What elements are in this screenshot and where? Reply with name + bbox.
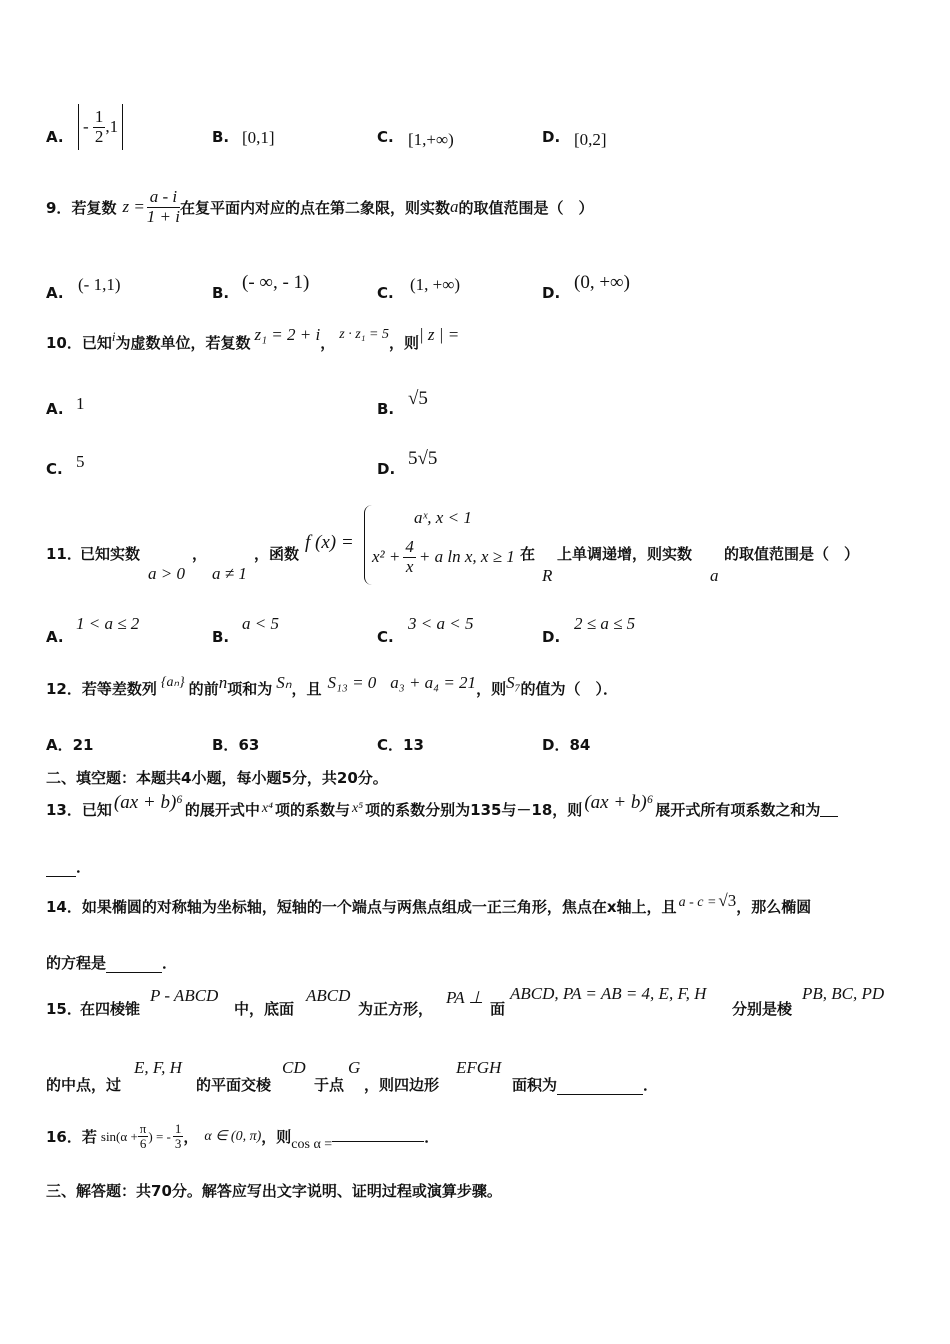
math-product: z · z₁ = 5 xyxy=(339,326,389,342)
q15-text-7: 的平面交棱 xyxy=(196,1076,272,1094)
math-sequence: {aₙ} xyxy=(160,675,185,690)
answer-blank[interactable] xyxy=(557,1080,643,1095)
q9-option-b-value: (- ∞, - 1) xyxy=(242,272,310,293)
q15-pyramid: P - ABCD xyxy=(150,986,219,1005)
q15-text-2: 中，底面 xyxy=(234,1000,295,1018)
answer-blank[interactable] xyxy=(820,802,838,817)
math-var: a xyxy=(450,197,459,217)
q11-option-b-label: B. xyxy=(212,628,230,646)
question-text: 的取值范围是（ ） xyxy=(458,198,594,217)
question-text: 若复数 xyxy=(71,198,117,217)
q8-option-a-label: A. xyxy=(46,128,64,146)
q11-cond2: a ≠ 1 xyxy=(212,564,247,583)
question-number: 16． xyxy=(46,1128,82,1147)
q11-number: 11． xyxy=(46,545,82,563)
section-2-heading: 二、填空题：本题共4小题，每小题5分，共20分。 xyxy=(46,769,388,787)
q11-R: R xyxy=(542,566,553,585)
math-n: n xyxy=(218,672,228,692)
math-a3a4: a₃ + a₄ = 21 xyxy=(390,672,477,692)
q10-option-d-value: 5√5 xyxy=(408,448,438,469)
question-text: ， xyxy=(183,1128,199,1147)
question-13 xyxy=(46,792,838,820)
q11-text-2: ，函数 xyxy=(254,545,300,563)
q11-option-d-value: 2 ≤ a ≤ 5 xyxy=(574,614,636,633)
section-3-heading: 三、解答题：共70分。解答应写出文字说明、证明过程或演算步骤。 xyxy=(46,1182,502,1200)
math-fraction: $\frac{a - i}{1 + i}$ xyxy=(146,187,180,226)
q9-option-a-label: A. xyxy=(46,284,64,302)
question-text: ，则 xyxy=(261,1128,292,1147)
question-text: ，且 xyxy=(291,680,322,698)
question-text: ，那么椭圆 xyxy=(736,898,812,916)
math-equals: ) = - xyxy=(148,1128,171,1144)
q12-option-a: A．21 xyxy=(46,736,94,754)
q15-text-3: 为正方形， xyxy=(358,1000,434,1018)
q15-perp: PA ⊥ xyxy=(446,988,484,1007)
q9-option-a-value: (- 1,1) xyxy=(78,275,121,294)
question-number: 9． xyxy=(46,198,72,217)
q8-option-a-value: - 1 2 ,1 xyxy=(78,104,123,150)
q10-option-c-label: C. xyxy=(46,460,63,478)
math-S13: S₁₃ = 0 xyxy=(327,672,377,692)
q9-option-c-value: (1, +∞) xyxy=(410,275,461,294)
question-number: 10． xyxy=(46,334,82,352)
question-10 xyxy=(46,324,460,353)
question-text: 已知 xyxy=(81,800,112,819)
question-text: 面积为 xyxy=(512,1076,558,1094)
q11-comma: ， xyxy=(192,545,208,563)
q11-text-3: 在 xyxy=(520,545,536,563)
q10-option-a-value: 1 xyxy=(76,394,85,413)
q11-function: f (x) = xyxy=(305,532,354,553)
answer-blank[interactable] xyxy=(106,958,162,973)
q11-option-d-label: D. xyxy=(542,628,561,646)
q11-a: a xyxy=(710,566,719,585)
question-text: 的方程是 xyxy=(46,954,107,972)
q9-option-d-value: (0, +∞) xyxy=(574,272,630,293)
question-text: ，则 xyxy=(476,680,507,698)
q15-edges: PB, BC, PD xyxy=(802,984,885,1003)
q15-answer-line xyxy=(512,1074,658,1095)
math-z: z = xyxy=(122,197,145,217)
question-number: 13． xyxy=(46,800,82,819)
q10-option-a-label: A. xyxy=(46,400,64,418)
q11-text-4: 上单调递增，则实数 xyxy=(557,545,693,563)
math-i: i xyxy=(111,328,116,344)
q8-option-c-label: C. xyxy=(377,128,394,146)
math-x5: x⁵ xyxy=(352,801,364,816)
math-binomial: (ax + b)⁶ xyxy=(113,792,183,813)
q10-option-d-label: D. xyxy=(377,460,396,478)
question-text: 若 xyxy=(81,1128,97,1147)
q11-option-c-value: 3 < a < 5 xyxy=(408,614,474,633)
q15-text-1: 在四棱锥 xyxy=(80,1000,141,1018)
q13-answer-line xyxy=(46,856,91,877)
math-Sn: Sₙ xyxy=(276,672,292,692)
q14-answer-line xyxy=(46,952,177,973)
math-x4: x⁴ xyxy=(261,801,274,816)
question-text: 为虚数单位，若复数 xyxy=(115,334,251,352)
q11-option-a-value: 1 < a ≤ 2 xyxy=(76,614,140,633)
math-binomial-2: (ax + b)⁶ xyxy=(584,792,654,813)
q15-cd: CD xyxy=(282,1058,306,1077)
q11-option-c-label: C. xyxy=(377,628,394,646)
q10-option-c-value: 5 xyxy=(76,452,85,471)
question-text: 已知 xyxy=(81,334,112,352)
q11-case-2: x² + $\frac{4}{x}$ + a ln x, x ≥ 1 xyxy=(372,537,515,576)
q15-base: ABCD xyxy=(306,986,351,1005)
question-number: 14． xyxy=(46,898,82,916)
q15-efgh: EFGH xyxy=(456,1058,502,1077)
question-text: 在复平面内对应的点在第二象限，则实数 xyxy=(180,198,451,217)
question-text: ． xyxy=(162,954,178,972)
q11-text-5: 的取值范围是（ ） xyxy=(724,545,860,563)
q8-option-c-value: [1,+∞) xyxy=(408,130,454,149)
question-text: 展开式所有项系数之和为 xyxy=(655,800,821,819)
question-text: 项的系数分别为135与－18，则 xyxy=(365,800,583,819)
q15-conditions: ABCD, PA = AB = 4, E, F, H xyxy=(510,984,707,1003)
q12-option-b: B．63 xyxy=(212,736,260,754)
math-one-third: 1 3 xyxy=(174,1121,182,1152)
q9-option-b-label: B. xyxy=(212,284,230,302)
math-pi-over-6: $\frac{\pi}{6}$ xyxy=(139,1121,147,1152)
answer-blank[interactable] xyxy=(332,1127,424,1142)
question-text: ． xyxy=(424,1128,440,1147)
math-sqrt3: √3 xyxy=(718,890,737,910)
q12-option-d: D．84 xyxy=(542,736,591,754)
question-text: 的值为（ ）． xyxy=(520,680,619,698)
question-text: ， xyxy=(320,334,336,352)
q15-g: G xyxy=(348,1058,361,1077)
q15-text-5: 分别是棱 xyxy=(732,1000,793,1018)
q9-option-d-label: D. xyxy=(542,284,561,302)
question-text: ，则 xyxy=(388,334,419,352)
question-text: ． xyxy=(76,858,92,876)
q15-text-9: ，则四边形 xyxy=(364,1076,440,1094)
math-S7: S₇ xyxy=(506,672,521,692)
q10-option-b-value: √5 xyxy=(408,388,428,409)
q12-option-c: C．13 xyxy=(377,736,424,754)
question-text: 项和为 xyxy=(227,680,273,698)
question-text: 的展开式中 xyxy=(184,800,260,819)
q11-option-b-value: a < 5 xyxy=(242,614,279,633)
q9-option-c-label: C. xyxy=(377,284,394,302)
question-number: 12． xyxy=(46,680,82,698)
q8-option-d-label: D. xyxy=(542,128,561,146)
question-text: 如果椭圆的对称轴为坐标轴，短轴的一个端点与两焦点组成一正三角形，焦点在x轴上，且 xyxy=(81,898,677,916)
math-z1: z₁ = 2 + i xyxy=(254,324,321,344)
q15-text-6: 的中点，过 xyxy=(46,1076,122,1094)
q15-text-4: 面 xyxy=(490,1000,506,1018)
q8-option-b-label: B. xyxy=(212,128,230,146)
math-abs: | z | = xyxy=(418,324,460,344)
question-14 xyxy=(46,890,812,917)
math-cos: cos α = xyxy=(291,1136,333,1152)
math-a-minus-c: a - c = xyxy=(678,894,717,910)
question-16 xyxy=(46,1122,439,1152)
question-9 xyxy=(46,188,594,226)
math-domain: α ∈ (0, π) xyxy=(204,1129,262,1145)
q15-number: 15． xyxy=(46,1000,82,1018)
question-text: 若等差数列 xyxy=(81,680,157,698)
question-text: ． xyxy=(643,1076,659,1094)
question-text: 的前 xyxy=(188,680,219,698)
question-12 xyxy=(46,672,619,699)
q11-cond1: a > 0 xyxy=(148,564,185,583)
q15-points: E, F, H xyxy=(134,1058,182,1077)
q8-option-b-value: [0,1] xyxy=(242,128,275,147)
question-text: 项的系数与 xyxy=(275,800,351,819)
q11-case-1: aˣ, x < 1 xyxy=(414,508,472,527)
q11-text-1: 已知实数 xyxy=(80,545,141,563)
q15-text-8: 于点 xyxy=(314,1076,345,1094)
q8-option-d-value: [0,2] xyxy=(574,130,607,149)
q11-option-a-label: A. xyxy=(46,628,64,646)
q10-option-b-label: B. xyxy=(377,400,395,418)
math-sin: sin(α + xyxy=(100,1128,138,1144)
answer-blank[interactable] xyxy=(46,862,76,877)
